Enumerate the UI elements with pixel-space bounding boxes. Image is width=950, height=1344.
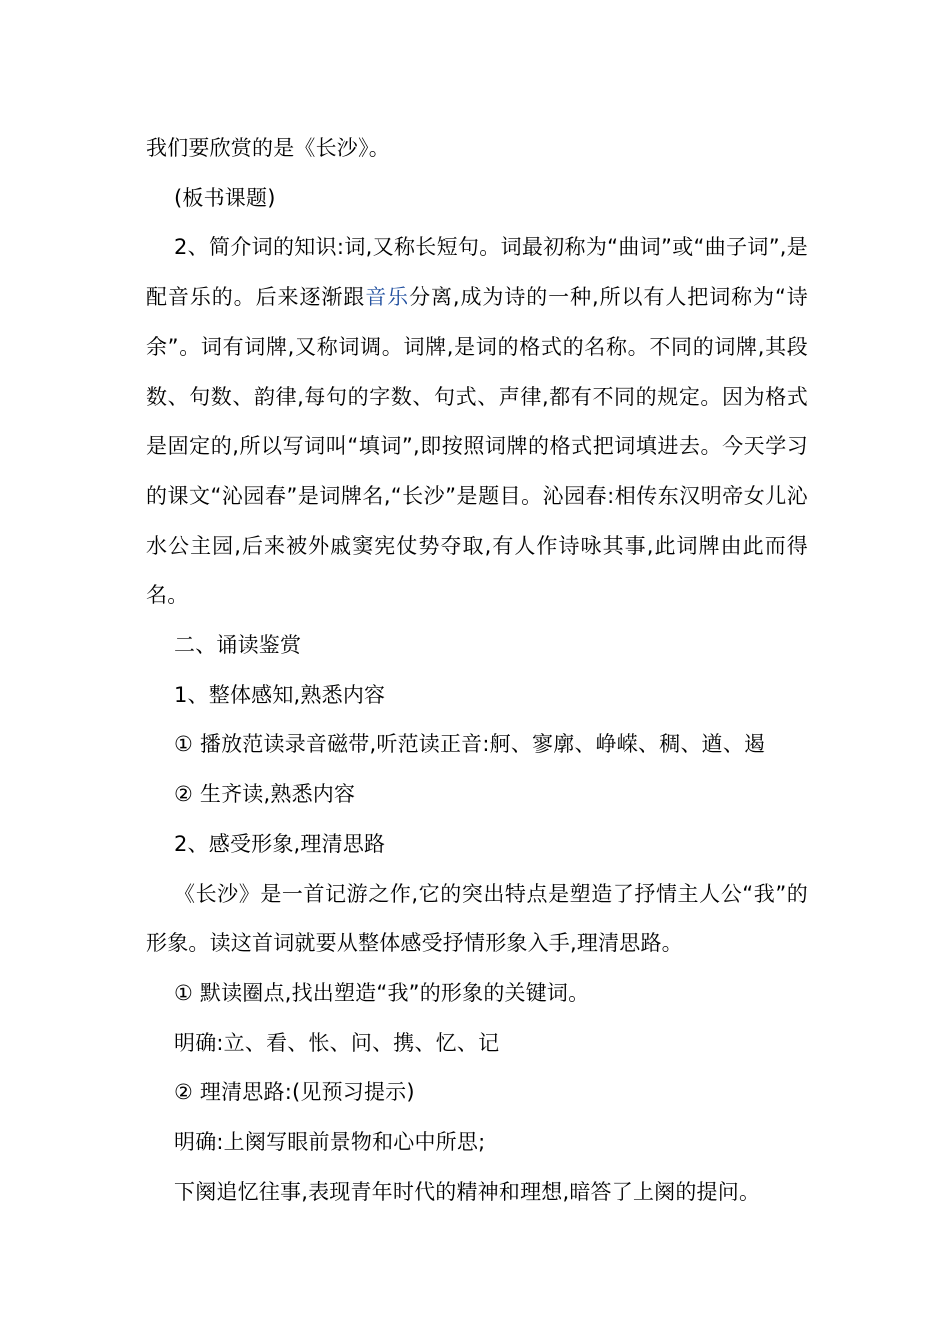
answer-upper-stanza: 明确:上阕写眼前景物和心中所思; [174, 1130, 486, 1155]
ci-knowledge-text-start: 2、简介词的知识:词,又称长短句。词最初称为“曲词”或“曲子词”,是配音乐的。后来逐渐跟 [146, 235, 808, 310]
ci-knowledge-text-end: 分离,成为诗的一种,所以有人把词称为“诗余”。词有词牌,又称词调。词牌,是词的格式的名称。不同的词牌,其段数、句数、韵律,每句的字数、句式、声律,都有不同的规定。因为格式是固定的,所以写词叫“填词”,即按照词牌的格式把词填进去。今天学习的课文“沁园春”是词牌名,“长沙”是题目。沁园春:相传东汉明帝女儿沁水公主园,后来被外戚窦宪仗势夺取,有人作诗咏其事,此词牌由此而得名。 [146, 285, 808, 608]
subheading-overall-perception: 1、整体感知,熟悉内容 [174, 682, 386, 707]
subheading-perceive-image: 2、感受形象,理清思路 [174, 831, 386, 856]
list-item-read-together: ② 生齐读,熟悉内容 [174, 782, 356, 807]
paragraph-intro: 我们要欣赏的是《长沙》。 [146, 136, 390, 160]
paragraph-ci-knowledge [146, 223, 808, 621]
paragraph-changsha-analysis: 《长沙》是一首记游之作,它的突出特点是塑造了抒情主人公“我”的形象。读这首词就要从整体感受抒情形象入手,理清思路。 [146, 881, 808, 956]
music-link[interactable]: 音乐 [365, 285, 410, 310]
section-heading-recite: 二、诵读鉴赏 [174, 633, 302, 658]
list-item-play-recording: ① 播放范读录音磁带,听范读正音:舸、寥廓、峥嵘、稠、遒、遏 [174, 732, 766, 757]
paragraph-board-title: (板书课题) [174, 185, 276, 210]
answer-keywords: 明确:立、看、怅、问、携、忆、记 [174, 1030, 500, 1055]
answer-lower-stanza: 下阕追忆往事,表现青年时代的精神和理想,暗答了上阕的提问。 [174, 1179, 761, 1204]
list-item-silent-reading: ① 默读圈点,找出塑造“我”的形象的关键词。 [174, 980, 590, 1005]
document-body [146, 124, 808, 1217]
list-item-clarify-thinking: ② 理清思路:(见预习提示) [174, 1080, 415, 1105]
